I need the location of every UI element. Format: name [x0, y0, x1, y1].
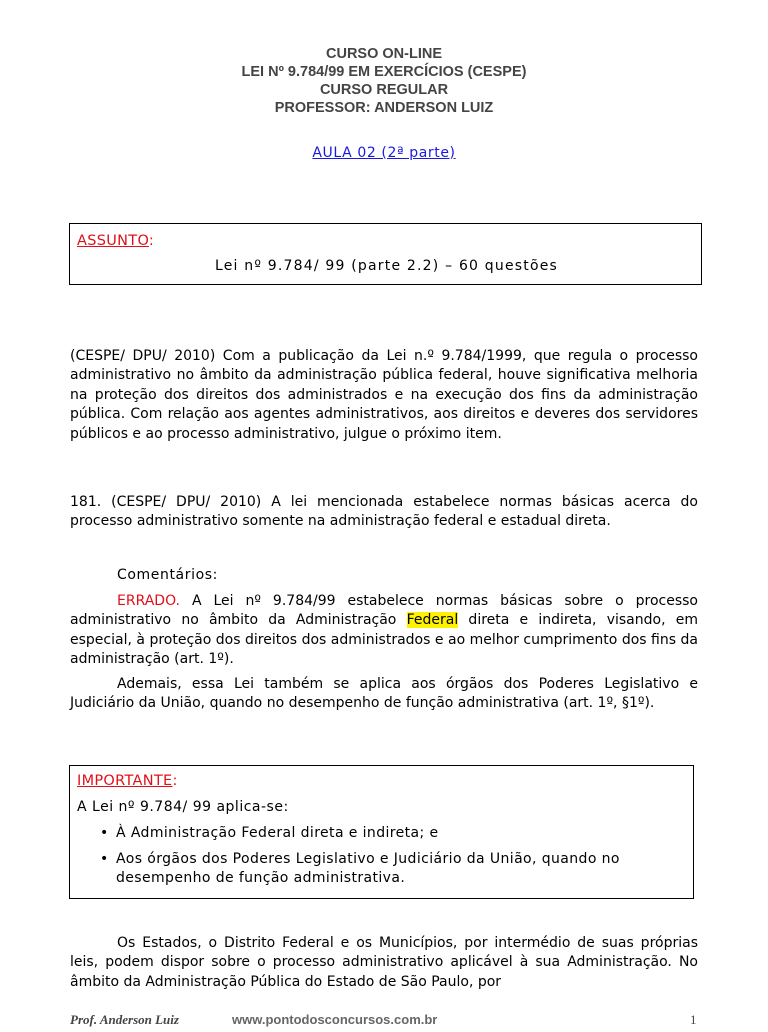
answer-text-after: direta e indireta, visando, em especial, à proteção dos direitos dos administrados e ao melhor cumprimento dos fins da administração (art. 1º).: [70, 612, 698, 668]
highlight-federal: Federal: [406, 612, 459, 629]
question-181: 181. (CESPE/ DPU/ 2010) A lei mencionada estabelece normas básicas acerca do processo administrativo somente na administração federal e estadual direta.: [70, 494, 698, 530]
importante-colon: :: [172, 773, 178, 789]
importante-label: IMPORTANTE: [77, 773, 173, 789]
course-header-line4: PROFESSOR: ANDERSON LUIZ: [274, 100, 494, 116]
importante-item-1: • À Administração Federal direta e indireta; e: [70, 824, 688, 843]
assunto-label: ASSUNTO: [77, 233, 149, 249]
footer-author: Prof. Anderson Luiz: [70, 1012, 179, 1027]
ademais-paragraph: Ademais, essa Lei também se aplica aos órgãos dos Poderes Legislativo e Judiciário da União, quando no desempenho de função administrativa (art. 1º, §1º).: [70, 676, 698, 712]
answer-paragraph: [70, 592, 698, 670]
intro-paragraph: (CESPE/ DPU/ 2010) Com a publicação da Lei n.º 9.784/1999, que regula o processo administrativo no âmbito da administração pública federal, houve significativa melhoria na proteção dos direitos dos administrados e na execução dos fins da administração pública. Com relação aos agentes administrativos, aos direitos e deveres dos servidores públicos e ao processo administrativo, julgue o próximo item.: [70, 348, 698, 442]
importante-box: [69, 765, 694, 899]
course-header-line3: CURSO REGULAR: [319, 82, 449, 98]
comentarios-label: Comentários:: [117, 567, 218, 583]
importante-item-2: • Aos órgãos dos Poderes Legislativo e Judiciário da União, quando no desempenho de função administrativa.: [70, 850, 688, 888]
course-header-line1: CURSO ON-LINE: [326, 46, 442, 62]
assunto-box: [69, 223, 702, 285]
answer-verdict: ERRADO.: [117, 593, 180, 609]
assunto-colon: :: [148, 233, 155, 249]
importante-heading: [77, 773, 178, 789]
assunto-text: Lei nº 9.784/ 99 (parte 2.2) – 60 questões: [214, 258, 559, 274]
importante-lead: A Lei nº 9.784/ 99 aplica-se:: [77, 799, 289, 815]
answer-text-before: A Lei nº 9.784/99 estabelece normas básicas sobre o processo administrativo no âmbito da Administração: [70, 593, 698, 629]
footer-site: www.pontodosconcursos.com.br: [232, 1012, 438, 1027]
assunto-heading: [77, 233, 154, 249]
estados-paragraph: Os Estados, o Distrito Federal e os Municípios, por intermédio de suas próprias leis, podem dispor sobre o processo administrativo aplicável à sua Administração. No âmbito da Administração Pública do Estado de São Paulo, por: [70, 935, 698, 990]
footer-page-number: 1: [690, 1012, 697, 1027]
page-footer: [0, 1012, 768, 1032]
aula-link[interactable]: AULA 02 (2ª parte): [312, 145, 456, 161]
course-header-line2: LEI Nº 9.784/99 EM EXERCÍCIOS (CESPE): [241, 64, 527, 80]
importante-list: [70, 824, 688, 888]
